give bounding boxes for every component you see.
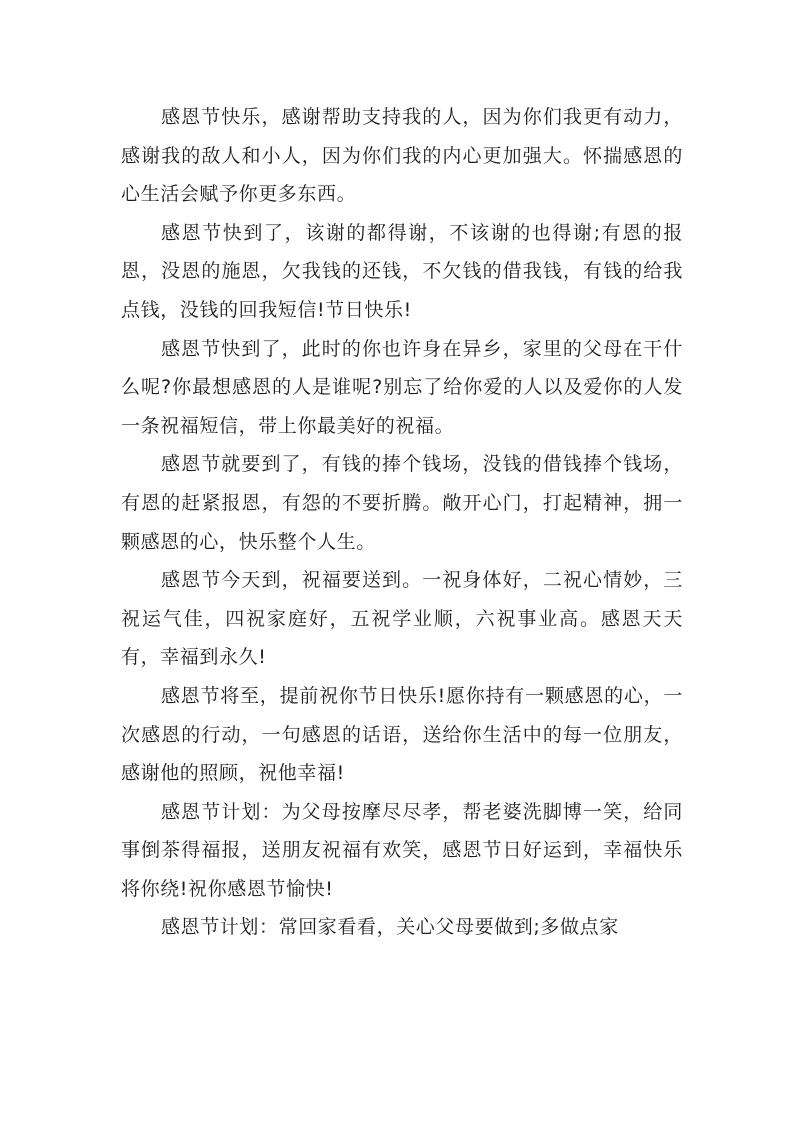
paragraph: 感恩节快到了，此时的你也许身在异乡，家里的父母在干什么呢?你最想感恩的人是谁呢?别忘了给你爱的人以及爱你的人发一条祝福短信，带上你最美好的祝福。	[121, 337, 683, 437]
paragraph: 感恩节计划：常回家看看，关心父母要做到;多做点家	[161, 916, 619, 939]
paragraph: 感恩节今天到，祝福要送到。一祝身体好，二祝心情妙，三祝运气佳，四祝家庭好，五祝学业顺，六祝事业高。感恩天天有，幸福到永久!	[121, 569, 683, 669]
document-body	[121, 98, 683, 947]
paragraph: 感恩节计划：为父母按摩尽尽孝，帮老婆洗脚博一笑，给同事倒茶得福报，送朋友祝福有欢笑，感恩节日好运到，幸福快乐将你绕!祝你感恩节愉快!	[121, 800, 683, 900]
paragraph: 感恩节将至，提前祝你节日快乐!愿你持有一颗感恩的心，一次感恩的行动，一句感恩的话语，送给你生活中的每一位朋友，感谢他的照顾，祝他幸福!	[121, 684, 683, 785]
paragraph: 感恩节快到了，该谢的都得谢，不该谢的也得谢;有恩的报恩，没恩的施恩，欠我钱的还钱，不欠钱的借我钱，有钱的给我点钱，没钱的回我短信!节日快乐!	[121, 221, 683, 321]
paragraph: 感恩节就要到了，有钱的捧个钱场，没钱的借钱捧个钱场，有恩的赶紧报恩，有怨的不要折腾。敞开心门，打起精神，拥一颗感恩的心，快乐整个人生。	[121, 453, 683, 553]
paragraph: 感恩节快乐，感谢帮助支持我的人，因为你们我更有动力，感谢我的敌人和小人，因为你们我的内心更加强大。怀揣感恩的心生活会赋予你更多东西。	[121, 106, 683, 206]
